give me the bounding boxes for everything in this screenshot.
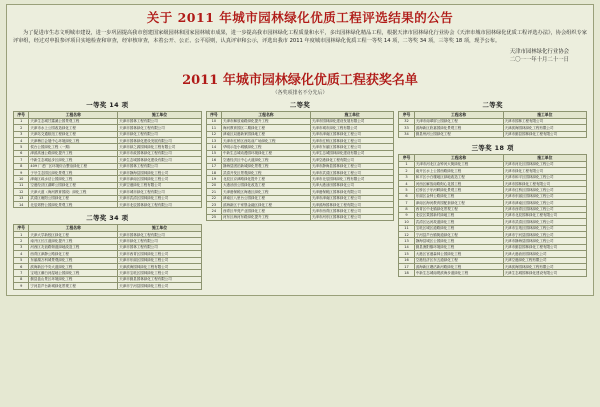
- cell-unit: 天津生态城园林绿化建设有限公司: [118, 157, 201, 163]
- cell-project: 中新生态城南堤滨海步道绿化工程: [414, 270, 503, 276]
- cell-project: 北辰郊野公园绿化景观工程: [29, 201, 118, 207]
- cell-unit: 天津市东丽区园林绿化工程公司: [310, 144, 393, 150]
- header-no: 序号: [399, 111, 414, 118]
- cell-no: 4: [14, 138, 29, 144]
- cell-no: 22: [206, 195, 221, 201]
- header-unit: 施工单位: [310, 111, 393, 118]
- cell-no: 18: [206, 170, 221, 176]
- cell-no: 1: [399, 161, 414, 167]
- cell-unit: 天津市东丽区园林绿化工程公司: [503, 193, 586, 199]
- cell-unit: 天津市红桥区园林绿化工程公司: [503, 187, 586, 193]
- cell-unit: 天津市和平区园林绿化工程公司: [503, 174, 586, 180]
- cell-no: 19: [206, 176, 221, 182]
- cell-no: 3: [399, 174, 414, 180]
- cell-no: 11: [399, 225, 414, 231]
- cell-unit: 天津滨海园林绿化工程有限公司: [118, 264, 201, 270]
- cell-no: 2: [14, 125, 29, 131]
- cell-unit: 天津市绿之源园林绿化工程有限公司: [118, 144, 201, 150]
- cell-unit: 天津市园林工程有限公司: [118, 118, 201, 124]
- header-project: 工程名称: [414, 154, 503, 161]
- cell-project: 蓟县渔阳镇环境绿化工程: [414, 244, 503, 250]
- cell-unit: 天津市北辰园林绿化工程有限公司: [118, 201, 201, 207]
- cell-unit: 天津市园林绿化工程有限公司: [118, 232, 201, 238]
- award-list-note: （各奖项排名不分先后）: [272, 90, 328, 97]
- cell-no: 2: [399, 168, 414, 174]
- header-unit: 施工单位: [503, 111, 586, 118]
- cell-unit: 天津生态城园林绿化建设有限公司: [503, 270, 586, 276]
- cell-unit: 天津市北辰园林绿化工程有限公司: [503, 212, 586, 218]
- cell-unit: 天津市西青区园林绿化工程公司: [310, 208, 393, 214]
- section-heading-second-prize: 二等奖 34 项: [86, 214, 129, 223]
- cell-project: 西青区津静公路绿化工程: [29, 251, 118, 257]
- cell-project: 天津市水上公园改造绿化工程: [29, 125, 118, 131]
- cell-unit: 天津大港油田园林绿化公司: [310, 182, 393, 188]
- cell-project: 空港经济区中心大道绿化工程: [222, 157, 311, 163]
- cell-no: 11: [206, 125, 221, 131]
- award-table-third-prize: [398, 154, 587, 277]
- cell-unit: 天津市绿化工程有限公司: [118, 131, 201, 137]
- cell-no: 16: [399, 257, 414, 263]
- header-project: 工程名称: [414, 111, 503, 118]
- cell-no: 10: [14, 176, 29, 182]
- cell-project: 海河教育园区二期绿化工程: [222, 125, 311, 131]
- cell-no: 1: [14, 232, 29, 238]
- cell-unit: 天津市津南区园林绿化工程公司: [310, 131, 393, 137]
- cell-no: 8: [14, 276, 29, 282]
- cell-project: 蓟县盘山景区环境绿化工程: [29, 276, 118, 282]
- cell-no: 2: [14, 238, 29, 244]
- cell-unit: 天津市河东区园林绿化工程公司: [310, 214, 393, 220]
- header-unit: 施工单位: [503, 154, 586, 161]
- cell-no: 15: [399, 251, 414, 257]
- header-no: 序号: [399, 154, 414, 161]
- cell-unit: 天津市西青区园林绿化工程公司: [118, 251, 201, 257]
- table-header-row: [399, 111, 587, 118]
- cell-project: 和平区小白楼地区绿地改造工程: [414, 174, 503, 180]
- cell-no: 3: [14, 131, 29, 137]
- table-body-third-prize: [399, 161, 587, 276]
- cell-no: 10: [399, 219, 414, 225]
- cell-unit: 天津市津南区园林绿化工程公司: [118, 176, 201, 182]
- cell-unit: 天津市园林工程有限公司: [118, 244, 201, 250]
- cell-project: 宝坻区城区道路绿化工程: [414, 225, 503, 231]
- table-header-row: [206, 111, 394, 118]
- announcement-paragraph: 为了促进市生态文明城市建设，进一步巩固提高我市创建国家级园林和园家园林城市成果，进一步提高我市园林绿化工程质量和水平，多出园林绿化精品工程，根据天津市园林绿化行业协会《天津市城市园林绿化优质工程评选办法》，协会组织专家评审组，经过对申报参评项目实地检查和审查，经审核审查，本着公开、公正、公平原则，认真评审和公示，评选出我市 2011 年度城市园林绿化优质工程一等奖 14 项，二等奖 34 项，三等奖 18 项，现予公布。: [13, 30, 587, 44]
- cell-project: 天津梅江会展中心环境绿化工程: [29, 138, 118, 144]
- table-header-row: [399, 154, 587, 161]
- section-heading-second-prize-right: 二等奖: [482, 101, 503, 110]
- column-right: [398, 99, 587, 277]
- cell-project: 武清区雍阳公园绿化工程: [29, 195, 118, 201]
- cell-project: 红桥区子牙河畔绿化景观工程: [414, 187, 503, 193]
- table-row: [14, 201, 202, 207]
- cell-unit: 天津市宁河县园林绿化工程公司: [118, 283, 201, 289]
- cell-unit: 天津滨海园林绿化工程有限公司: [503, 125, 586, 131]
- cell-unit: 天津市宝坻区园林绿化工程公司: [118, 270, 201, 276]
- header-no: 序号: [14, 111, 29, 118]
- cell-no: 9: [14, 170, 29, 176]
- cell-project: 津滨高速公路绿化提升工程: [29, 150, 118, 156]
- cell-no: 5: [399, 187, 414, 193]
- cell-no: 5: [14, 257, 29, 263]
- cell-no: 17: [206, 163, 221, 169]
- award-table-second-prize-mid: [206, 111, 395, 221]
- cell-unit: 天津市园林工程有限公司: [118, 163, 201, 169]
- cell-project: 西青区中北镇绿化景观工程: [414, 206, 503, 212]
- cell-project: 大港油田公园绿化改造工程: [222, 182, 311, 188]
- section-heading-second-prize-mid: 二等奖: [289, 101, 311, 110]
- cell-project: 滨海新区于家堡金融区绿化工程: [222, 201, 311, 207]
- cell-project: 南开区长江道绿化提升工程: [29, 238, 118, 244]
- cell-project: 西青区华苑产业园绿化工程: [222, 208, 311, 214]
- cell-unit: 天津市城市绿化工程有限公司: [118, 189, 201, 195]
- cell-unit: 天津市津南区园林绿化工程公司: [310, 195, 393, 201]
- cell-no: 18: [399, 270, 414, 276]
- cell-project: 北辰区京津路绿化提升工程: [222, 176, 311, 182]
- cell-unit: 天津市红桥区园林绿化工程公司: [310, 138, 393, 144]
- cell-no: 20: [206, 182, 221, 188]
- table-body-second-prize-mid: [206, 118, 394, 220]
- cell-no: 5: [14, 144, 29, 150]
- cell-no: 32: [399, 118, 414, 124]
- cell-project: 北辰区果园新村绿地工程: [414, 212, 503, 218]
- cell-no: 8: [14, 163, 29, 169]
- cell-no: 9: [399, 212, 414, 218]
- cell-no: 21: [206, 189, 221, 195]
- cell-unit: 天津市河北区园林绿化工程公司: [503, 161, 586, 167]
- cell-unit: 天津市园林工程有限公司: [503, 118, 586, 124]
- cell-project: 河西区友谊路街道绿地改造工程: [29, 244, 118, 250]
- cell-project: 河西区解放南路街心花园工程: [414, 180, 503, 186]
- table-row: [206, 214, 394, 220]
- cell-unit: 天津空港绿化工程有限公司: [118, 182, 201, 188]
- cell-unit: 天津空港绿化工程有限公司: [310, 157, 393, 163]
- cell-no: 9: [14, 283, 29, 289]
- award-table-first-prize: [13, 111, 202, 209]
- cell-no: 4: [14, 251, 29, 257]
- header-unit: 施工单位: [118, 224, 201, 231]
- cell-no: 14: [14, 201, 29, 207]
- cell-project: 天津生态城甘露溪公园景观工程: [29, 118, 118, 124]
- cell-project: 津南区咸水沽公园绿化工程: [29, 176, 118, 182]
- cell-no: 33: [399, 125, 414, 131]
- table-header-row: [14, 111, 202, 118]
- column-middle: [206, 99, 395, 221]
- cell-project: 华明示范小城镇绿化工程: [222, 144, 311, 150]
- table-row: [399, 131, 587, 137]
- cell-no: 16: [206, 157, 221, 163]
- table-header-row: [14, 224, 202, 231]
- cell-no: 3: [14, 244, 29, 250]
- cell-project: 武清开发区景观绿化工程: [222, 170, 311, 176]
- cell-unit: 天津滨海园林绿化工程有限公司: [503, 264, 586, 270]
- cell-project: 天津市解放南路绿化提升工程: [222, 118, 311, 124]
- cell-unit: 天津市蓟县园林绿化工程有限公司: [118, 276, 201, 282]
- cell-project: 津南区双港新家园绿地工程: [222, 131, 311, 137]
- cell-unit: 天津市西青区园林绿化工程公司: [503, 206, 586, 212]
- cell-unit: 天津市园林绿化建设发展有限公司: [118, 138, 201, 144]
- award-table-second-prize-right: [398, 111, 587, 138]
- cell-project: 天津大学新校区绿化工程: [29, 232, 118, 238]
- header-project: 工程名称: [29, 111, 118, 118]
- cell-project: 静海县团泊新城绿化景观工程: [222, 163, 311, 169]
- cell-no: 34: [399, 131, 414, 137]
- table-row: [399, 270, 587, 276]
- cell-no: 6: [399, 193, 414, 199]
- cell-no: 7: [14, 270, 29, 276]
- cell-project: 宁河县芦台镇街道绿化工程: [414, 232, 503, 238]
- award-list-title: 2011 年城市园林绿化优质工程获奖名单: [182, 73, 418, 89]
- cell-unit: 天津市市政园林绿化工程有限公司: [118, 150, 201, 156]
- cell-no: 7: [14, 157, 29, 163]
- cell-unit: 天津滨海园林绿化工程有限公司: [310, 201, 393, 207]
- cell-no: 13: [14, 195, 29, 201]
- cell-unit: 天津市宝坻区园林绿化工程公司: [503, 225, 586, 231]
- cell-project: 武清区运河故道绿化工程: [414, 219, 503, 225]
- header-unit: 施工单位: [118, 111, 201, 118]
- cell-project: 滨海新区中央大道绿化工程: [29, 264, 118, 270]
- cell-project: 子牙生态园区绿化景观工程: [29, 170, 118, 176]
- table-body-second-prize-right: [399, 118, 587, 137]
- header-no: 序号: [206, 111, 221, 118]
- cell-unit: 天津市蓟县园林绿化工程有限公司: [503, 244, 586, 250]
- cell-no: 4: [399, 180, 414, 186]
- cell-no: 12: [206, 131, 221, 137]
- cell-no: 17: [399, 264, 414, 270]
- signature-date: 二〇一一年十月二十一日: [509, 57, 569, 64]
- header-project: 工程名称: [29, 224, 118, 231]
- cell-project: 东丽湖万科城景观绿化工程: [29, 257, 118, 263]
- section-heading-third-prize: 三等奖 18 项: [471, 144, 514, 153]
- cell-no: 14: [206, 144, 221, 150]
- cell-no: 7: [399, 200, 414, 206]
- cell-project: 空港经济区湖畔公园绿化工程: [29, 182, 118, 188]
- cell-unit: 天津空港绿化工程有限公司: [503, 257, 586, 263]
- section-heading-first-prize: 一等奖 14 项: [86, 101, 129, 110]
- cell-project: 天津港保税区海港区绿化工程: [222, 189, 311, 195]
- cell-no: 12: [399, 232, 414, 238]
- announcement-title: 关于 2011 年城市园林绿化优质工程评选结果的公告: [146, 10, 454, 25]
- cell-project: 河东区海河东路绿化提升工程: [222, 214, 311, 220]
- cell-unit: 天津市武清区园林绿化工程公司: [310, 170, 393, 176]
- cell-no: 23: [206, 201, 221, 207]
- cell-no: 14: [399, 244, 414, 250]
- cell-project: 滨海新区欣嘉园绿化景观工程: [414, 125, 503, 131]
- cell-project: 宝坻区潮白河湿地公园绿化工程: [29, 270, 118, 276]
- cell-unit: 天津市静海县园林绿化工程公司: [310, 163, 393, 169]
- signature-org: 天津市园林绿化行业协会: [509, 49, 569, 56]
- cell-unit: 天津市武清区园林绿化工程公司: [118, 195, 201, 201]
- cell-project: 天津市红桥区西站前广场绿化工程: [222, 138, 311, 144]
- cell-project: 天津市南翠屏公园绿化工程: [414, 118, 503, 124]
- cell-no: 13: [206, 138, 221, 144]
- cell-unit: 天津市武清区园林绿化工程公司: [503, 219, 586, 225]
- cell-project: 静海县城区公园绿化工程: [414, 238, 503, 244]
- cell-project: 中新生态城起步区绿化工程: [29, 157, 118, 163]
- announcement-block: [6, 4, 594, 296]
- cell-no: 8: [399, 206, 414, 212]
- cell-project: 空港经济区东五道绿化工程: [414, 257, 503, 263]
- cell-project: 宁河县芦台新城绿化景观工程: [29, 283, 118, 289]
- cell-unit: 天津市绿化工程有限公司: [118, 238, 201, 244]
- cell-unit: 天津市静海县园林绿化工程公司: [503, 238, 586, 244]
- cell-no: 11: [14, 182, 29, 188]
- cell-project: 中新生态城动漫园环境绿化工程: [222, 150, 311, 156]
- table-row: [14, 283, 202, 289]
- cell-unit: 天津大港油田园林绿化公司: [503, 251, 586, 257]
- cell-project: 409 厂老厂区环境综合整治绿化工程: [29, 163, 118, 169]
- cell-unit: 天津市东丽区园林绿化工程公司: [118, 257, 201, 263]
- cell-project: 滨海新区塘沽新河路绿化工程: [414, 264, 503, 270]
- cell-project: 天津大道（海河教育园段）绿化工程: [29, 189, 118, 195]
- cell-unit: 天津市北辰园林绿化工程有限公司: [310, 176, 393, 182]
- cell-project: 东丽区金钟公路绿化工程: [414, 193, 503, 199]
- cell-project: 津南区八里台公园绿化工程: [222, 195, 311, 201]
- cell-unit: 天津市静海县园林绿化工程公司: [118, 170, 201, 176]
- cell-no: 1: [14, 118, 29, 124]
- cell-unit: 天津市园林绿化工程有限公司: [503, 180, 586, 186]
- cell-project: 大港区官港森林公园绿化工程: [414, 251, 503, 257]
- column-left: [13, 99, 202, 289]
- cell-no: 6: [14, 264, 29, 270]
- cell-project: 津南区海河教育园配套绿化工程: [414, 200, 503, 206]
- cell-unit: 天津市园林绿化建设发展有限公司: [310, 118, 393, 124]
- cell-no: 24: [206, 208, 221, 214]
- cell-project: 天津站交通枢纽工程绿化工程: [29, 131, 118, 137]
- cell-project: 蓟县州河公园绿化工程: [414, 131, 503, 137]
- cell-unit: 天津市津南区园林绿化工程公司: [503, 200, 586, 206]
- cell-no: 13: [399, 238, 414, 244]
- header-no: 序号: [14, 224, 29, 231]
- cell-no: 12: [14, 189, 29, 195]
- table-body-first-prize: [14, 118, 202, 207]
- cell-unit: 天津市蓟县园林绿化工程有限公司: [503, 131, 586, 137]
- cell-project: 侯台公园绿化工程（一期）: [29, 144, 118, 150]
- cell-project: 天津市河北区金钟河大街绿化工程: [414, 161, 503, 167]
- cell-unit: 天津市园林绿化工程有限公司: [118, 125, 201, 131]
- cell-no: 25: [206, 214, 221, 220]
- cell-no: 6: [14, 150, 29, 156]
- cell-project: 南开区水上公园西路绿化工程: [414, 168, 503, 174]
- cell-unit: 天津港保税区园林绿化有限公司: [310, 189, 393, 195]
- cell-unit: 天津市城市绿化工程有限公司: [310, 125, 393, 131]
- header-project: 工程名称: [222, 111, 311, 118]
- cell-unit: 天津市宁河县园林绿化工程公司: [503, 232, 586, 238]
- cell-no: 15: [206, 150, 221, 156]
- cell-unit: 天津生态城园林绿化建设有限公司: [310, 150, 393, 156]
- cell-unit: 天津市绿化工程有限公司: [503, 168, 586, 174]
- cell-no: 10: [206, 118, 221, 124]
- award-columns: [13, 99, 587, 289]
- table-body-second-prize-left: [14, 232, 202, 290]
- award-table-second-prize-left: [13, 224, 202, 290]
